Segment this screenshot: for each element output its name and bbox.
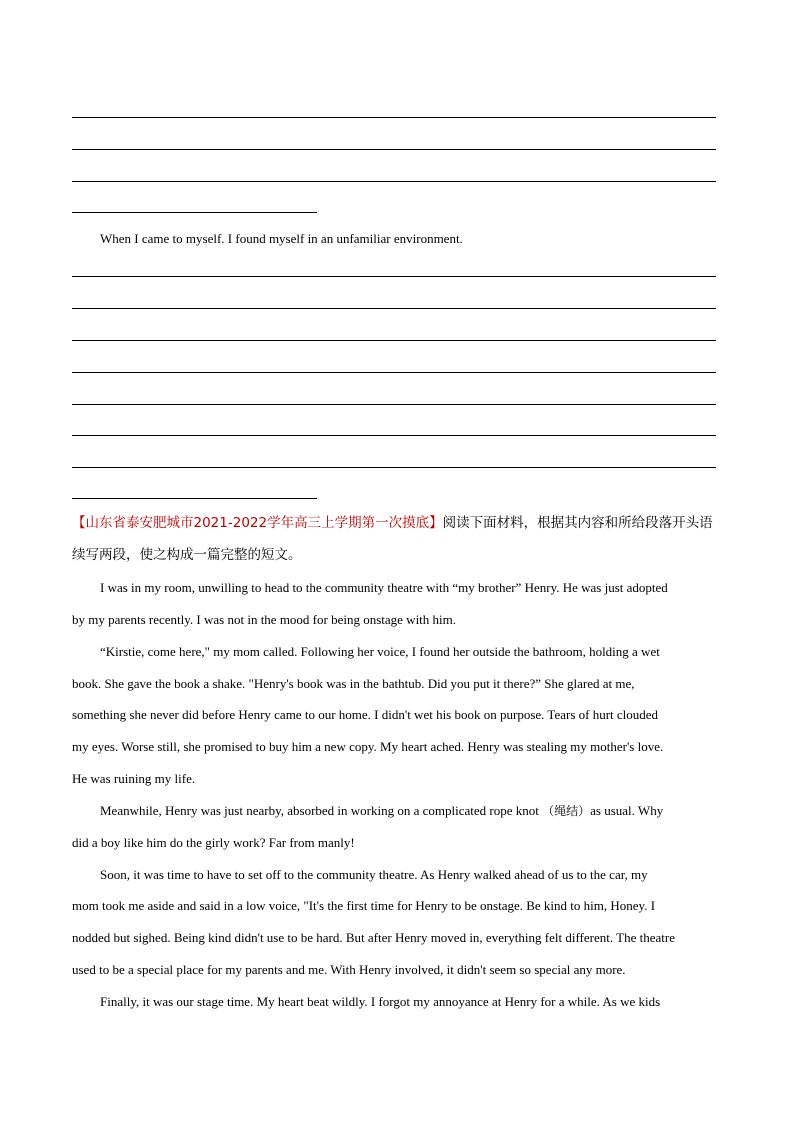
- answer-line: [72, 308, 716, 309]
- task-instruction-cont: 续写两段，使之构成一篇完整的短文。: [72, 547, 302, 563]
- passage-line: did a boy like him do the girly work? Far from manly!: [72, 835, 355, 850]
- passage-line: He was ruining my life.: [72, 771, 196, 786]
- passage-line: my eyes. Worse still, she promised to buy him a new copy. My heart ached. Henry was stealing my mother's love.: [72, 739, 664, 754]
- answer-line: [72, 117, 716, 118]
- source-tag: 【山东省泰安肥城市2021-2022学年高三上学期第一次摸底】: [72, 515, 443, 531]
- passage-text: Meanwhile, Henry was just nearby, absorbed in working on a complicated rope knot: [100, 803, 543, 818]
- answer-line: [72, 181, 716, 182]
- passage-line: [100, 803, 722, 819]
- passage-line: mom took me aside and said in a low voice, "It's the first time for Henry to be onstage. Be kind to him, Honey. I: [72, 898, 656, 913]
- passage-line: I was in my room, unwilling to head to the community theatre with “my brother” Henry. He was just adopted: [100, 580, 668, 595]
- answer-line-short: [72, 212, 317, 213]
- passage-line: by my parents recently. I was not in the mood for being onstage with him.: [72, 612, 457, 627]
- passage-line: Finally, it was our stage time. My heart beat wildly. I forgot my annoyance at Henry for a while. As we kids: [100, 994, 661, 1009]
- passage-line: “Kirstie, come here," my mom called. Following her voice, I found her outside the bathroom, holding a wet: [100, 644, 660, 659]
- passage-text: as usual. Why: [590, 803, 664, 818]
- answer-line: [72, 372, 716, 373]
- gloss-note: （绳结）: [542, 804, 591, 818]
- answer-line: [72, 340, 716, 341]
- answer-line: [72, 435, 716, 436]
- passage-line: nodded but sighed. Being kind didn't use to be hard. But after Henry moved in, everything felt different. The theatre: [72, 930, 675, 945]
- answer-line-short: [72, 498, 317, 499]
- answer-line: [72, 276, 716, 277]
- answer-line: [72, 149, 716, 150]
- passage-line: used to be a special place for my parents and me. With Henry involved, it didn't seem so special any more.: [72, 962, 626, 977]
- paragraph-opening: When I came to myself. I found myself in an unfamiliar environment.: [100, 231, 463, 246]
- task-heading: [72, 515, 722, 531]
- passage-line: Soon, it was time to have to set off to the community theatre. As Henry walked ahead of us to the car, my: [100, 867, 648, 882]
- task-instruction: 阅读下面材料，根据其内容和所给段落开头语: [442, 515, 713, 531]
- passage-line: something she never did before Henry came to our home. I didn't wet his book on purpose. Tears of hurt clouded: [72, 707, 659, 722]
- answer-line: [72, 404, 716, 405]
- answer-line: [72, 467, 716, 468]
- passage-line: book. She gave the book a shake. "Henry's book was in the bathtub. Did you put it there?” She glared at me,: [72, 676, 635, 691]
